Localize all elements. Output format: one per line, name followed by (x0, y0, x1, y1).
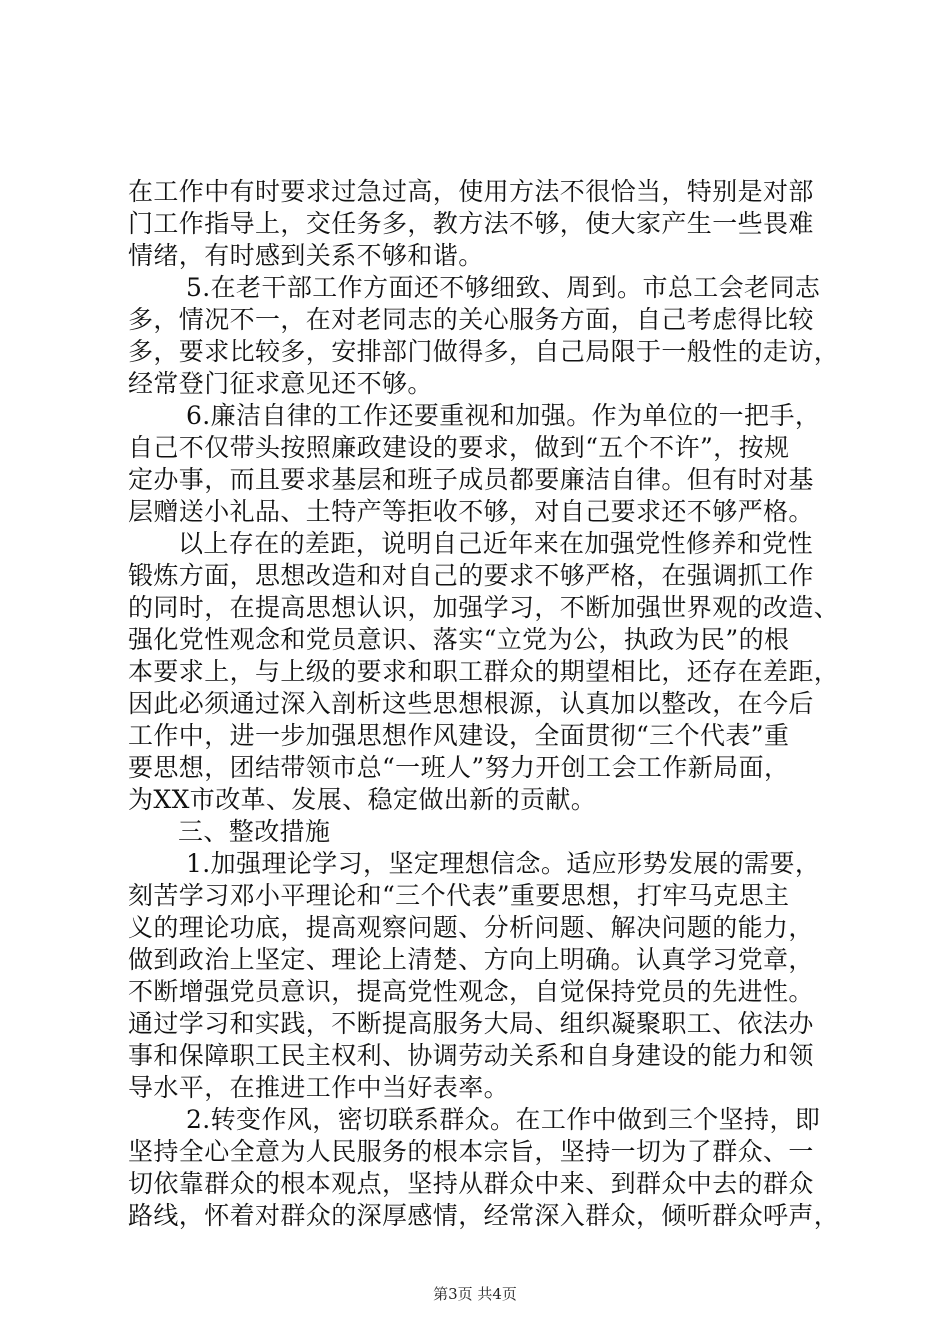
text-line: 经常登门征求意见还不够。 (128, 369, 433, 398)
paragraph-start-line: 6.廉洁自律的工作还要重视和加强。作为单位的一把手， (186, 401, 821, 430)
text-line: 因此必须通过深入剖析这些思想根源，认真加以整改，在今后 (128, 689, 814, 718)
text-line: 路线，怀着对群众的深厚感情，经常深入群众，倾听群众呼声， (128, 1201, 840, 1230)
page-number-label: 第3页 共4页 (433, 1285, 517, 1303)
page-footer (0, 1284, 950, 1304)
text-line: 在工作中有时要求过急过高，使用方法不很恰当，特别是对部 (128, 177, 814, 206)
text-line: 不断增强党员意识，提高党性观念，自觉保持党员的先进性。 (128, 977, 814, 1006)
text-line: 切依靠群众的根本观点，坚持从群众中来、到群众中去的群众 (128, 1169, 814, 1198)
text-line: 多，情况不一，在对老同志的关心服务方面，自己考虑得比较 (128, 305, 814, 334)
text-line: 义的理论功底，提高观察问题、分析问题、解决问题的能力， (128, 913, 814, 942)
text-line: 层赠送小礼品、土特产等拒收不够，对自己要求还不够严格。 (128, 497, 814, 526)
text-line: 情绪，有时感到关系不够和谐。 (128, 241, 484, 270)
text-line: 定办事，而且要求基层和班子成员都要廉洁自律。但有时对基 (128, 465, 814, 494)
paragraph-start-line: 以上存在的差距，说明自己近年来在加强党性修养和党性 (178, 529, 814, 558)
text-line: 为XX市改革、发展、稳定做出新的贡献。 (128, 785, 597, 814)
text-line: 刻苦学习邓小平理论和“三个代表”重要思想，打牢马克思主 (128, 881, 790, 910)
text-line: 通过学习和实践，不断提高服务大局、组织凝聚职工、依法办 (128, 1009, 814, 1038)
paragraph-start-line: 2.转变作风，密切联系群众。在工作中做到三个坚持，即 (186, 1105, 821, 1134)
text-line: 自己不仅带头按照廉政建设的要求，做到“五个不许”，按规 (128, 433, 790, 462)
document-body (128, 176, 840, 1232)
paragraph-start-line: 1.加强理论学习，坚定理想信念。适应形势发展的需要， (186, 849, 821, 878)
paragraph-start-line: 5.在老干部工作方面还不够细致、周到。市总工会老同志 (186, 273, 821, 302)
section-heading: 三、整改措施 (178, 817, 331, 846)
text-line: 工作中，进一步加强思想作风建设，全面贯彻“三个代表”重 (128, 721, 790, 750)
text-line: 要思想，团结带领市总“一班人”努力开创工会工作新局面， (128, 753, 790, 782)
text-line: 的同时，在提高思想认识，加强学习，不断加强世界观的改造、 (128, 593, 840, 622)
text-line: 锻炼方面，思想改造和对自己的要求不够严格，在强调抓工作 (128, 561, 814, 590)
text-line: 本要求上，与上级的要求和职工群众的期望相比，还存在差距， (128, 657, 840, 686)
text-line: 多，要求比较多，安排部门做得多，自己局限于一般性的走访， (128, 337, 840, 366)
text-line: 门工作指导上，交任务多，教方法不够，使大家产生一些畏难 (128, 209, 814, 238)
text-line: 事和保障职工民主权利、协调劳动关系和自身建设的能力和领 (128, 1041, 814, 1070)
text-line: 坚持全心全意为人民服务的根本宗旨，坚持一切为了群众、一 (128, 1137, 814, 1166)
text-line: 导水平，在推进工作中当好表率。 (128, 1073, 510, 1102)
text-line: 强化党性观念和党员意识、落实“立党为公，执政为民”的根 (128, 625, 790, 654)
text-line: 做到政治上坚定、理论上清楚、方向上明确。认真学习党章， (128, 945, 814, 974)
